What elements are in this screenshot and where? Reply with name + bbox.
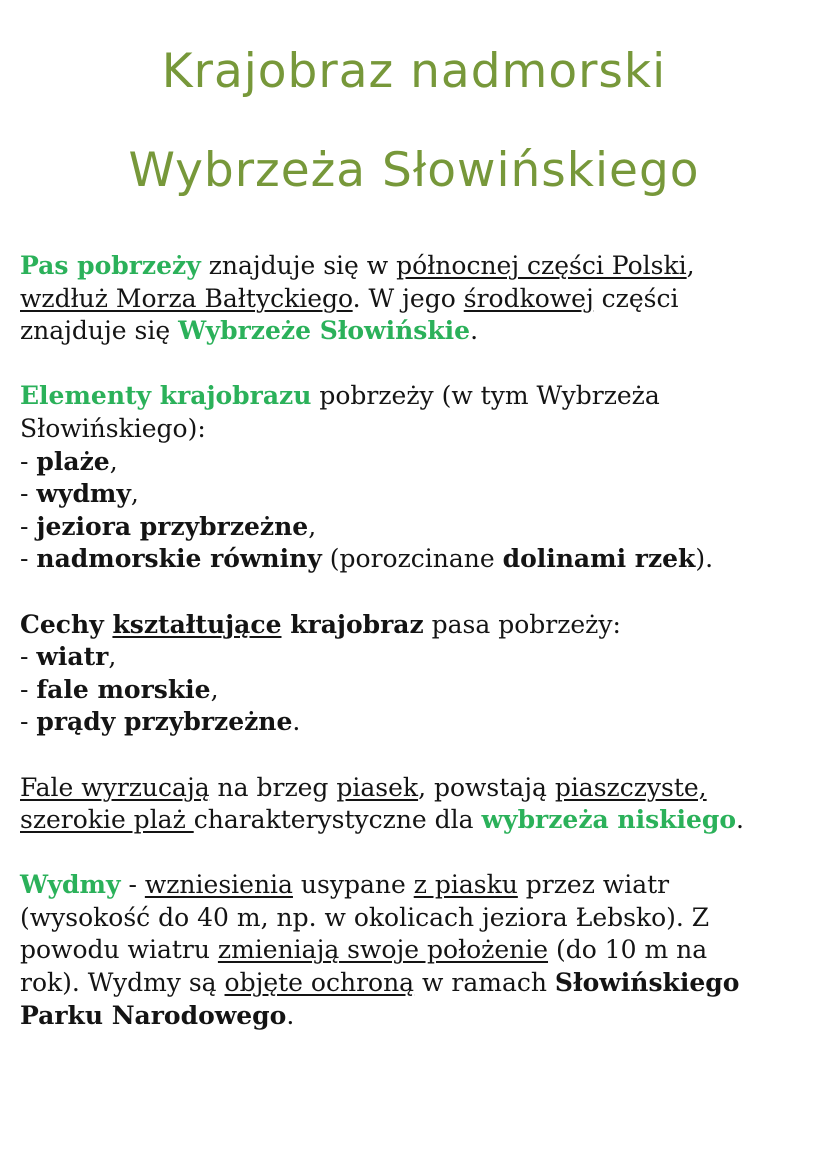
underlined-phrase: zmieniają swoje położenie	[217, 935, 549, 965]
bold-term: plaże	[36, 446, 110, 476]
text-run: znajduje się w	[200, 251, 397, 280]
list-dash: -	[20, 544, 37, 574]
list-dash: -	[20, 446, 37, 476]
paragraph-waves-beaches	[20, 772, 810, 837]
list-item	[20, 543, 810, 576]
underlined-phrase: objęte ochroną	[224, 968, 415, 998]
text-line	[20, 283, 810, 316]
text-line	[20, 804, 810, 837]
text-line	[20, 934, 810, 967]
text-run: ,	[108, 642, 117, 672]
highlight-term: Wydmy	[20, 870, 121, 900]
paragraph-landscape-elements	[20, 380, 810, 576]
list-item	[20, 478, 810, 511]
list-dash: -	[20, 642, 37, 672]
text-line	[20, 609, 810, 642]
underlined-phrase: z piasku	[413, 870, 518, 900]
text-line	[20, 1000, 810, 1033]
text-run: ,	[130, 479, 139, 509]
underlined-phrase: Fale wyrzucają	[20, 772, 210, 802]
underlined-phrase: piaszczyste,	[554, 772, 707, 802]
text-run: .	[292, 707, 301, 737]
bold-term: jeziora przybrzeżne	[36, 511, 309, 541]
underlined-phrase: piasek	[336, 772, 419, 802]
list-item	[20, 641, 810, 674]
list-item	[20, 674, 810, 707]
text-run: pasa pobrzeży:	[423, 609, 621, 639]
paragraph-coast-location	[20, 250, 810, 348]
bold-term: fale morskie	[36, 674, 211, 704]
bold-term: dolinami rzek	[502, 544, 696, 574]
list-item	[20, 706, 810, 739]
list-item	[20, 446, 810, 479]
text-run: . W jego	[352, 283, 464, 313]
list-dash: -	[20, 674, 37, 704]
text-line	[20, 772, 810, 805]
text-run: (wysokość do 40 m, np. w okolicach jeziora Łebsko). Z	[20, 902, 710, 932]
text-run: powodu wiatru	[20, 935, 218, 965]
text-line	[20, 380, 810, 413]
text-line	[20, 967, 810, 1000]
list-dash: -	[20, 479, 37, 509]
text-run: usypane	[292, 870, 414, 900]
underlined-phrase: szerokie plaż	[20, 805, 194, 835]
text-run: .	[736, 805, 744, 835]
text-run: części	[593, 283, 679, 313]
text-run: znajduje się	[20, 316, 179, 346]
highlight-term: Wybrzeże Słowińskie	[178, 316, 471, 346]
bold-term: wydmy	[36, 479, 131, 509]
text-run: ,	[308, 511, 317, 541]
text-run: charakterystyczne dla	[193, 805, 482, 835]
bold-term: nadmorskie równiny	[36, 544, 322, 574]
text-run: rok). Wydmy są	[20, 968, 225, 998]
text-run: ,	[109, 446, 118, 476]
text-run: ,	[210, 674, 219, 704]
list-dash: -	[20, 511, 37, 541]
highlight-term: Elementy krajobrazu	[20, 381, 312, 411]
paragraph-shaping-factors	[20, 609, 810, 739]
text-run: przez wiatr	[517, 870, 670, 900]
underlined-phrase: kształtujące	[112, 609, 282, 639]
bold-term: prądy przybrzeżne	[36, 707, 293, 737]
bold-term: Cechy	[20, 609, 113, 639]
bold-term: Parku Narodowego	[20, 1000, 287, 1030]
text-run: , powstają	[418, 772, 555, 802]
highlight-term: wybrzeża niskiego	[481, 805, 737, 835]
list-dash: -	[20, 707, 37, 737]
paragraph-dunes	[20, 869, 810, 1032]
text-run: pobrzeży (w tym Wybrzeża	[311, 381, 660, 411]
document-body	[20, 250, 810, 1032]
text-run: .	[470, 316, 479, 346]
bold-term: Słowińskiego	[554, 968, 740, 998]
underlined-phrase: północnej części Polski	[396, 251, 687, 280]
text-run: w ramach	[414, 968, 555, 998]
page-title-line-1: Krajobraz nadmorski	[161, 44, 667, 99]
underlined-phrase: wzniesienia	[144, 870, 293, 900]
text-run: na brzeg	[209, 772, 337, 802]
text-run: (do 10 m na	[548, 935, 708, 965]
text-run: ).	[695, 544, 714, 574]
text-run: Słowińskiego):	[20, 413, 206, 443]
text-line	[20, 413, 810, 446]
bold-term: krajobraz	[281, 609, 424, 639]
list-item	[20, 511, 810, 544]
text-line	[20, 250, 810, 283]
text-run: ,	[686, 251, 695, 280]
bold-term: wiatr	[36, 642, 109, 672]
text-run: .	[286, 1000, 295, 1030]
text-run: -	[120, 870, 145, 900]
text-run: (porozcinane	[321, 544, 503, 574]
highlight-term: Pas pobrzeży	[20, 251, 201, 280]
text-line	[20, 315, 810, 348]
underlined-phrase: wzdłuż Morza Bałtyckiego	[20, 283, 353, 313]
text-line	[20, 869, 810, 902]
text-line	[20, 902, 810, 935]
page-title-line-2: Wybrzeża Słowińskiego	[128, 143, 700, 198]
underlined-phrase: środkowej	[463, 283, 594, 313]
